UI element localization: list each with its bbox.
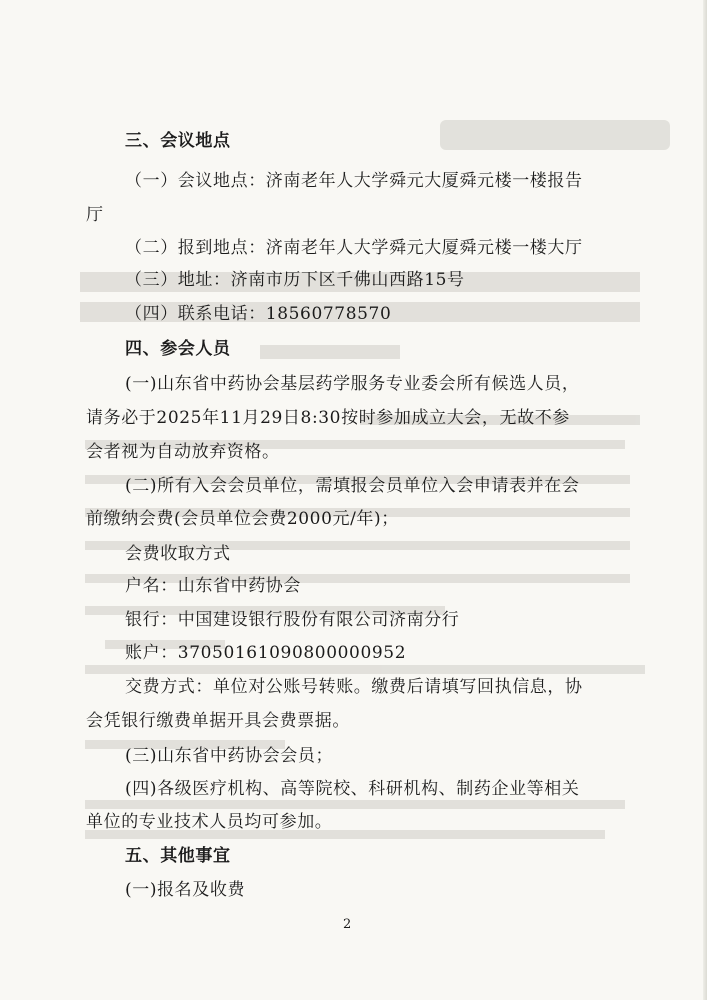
attendees-item-4: (四)各级医疗机构、高等院校、科研机构、制药企业等相关 [125,779,580,799]
attendees-item-1: (一)山东省中药协会基层药学服务专业委会所有候选人员， [125,374,580,394]
attendees-item-2-line-2: 前缴纳会费(会员单位会费2000元/年)； [86,509,399,529]
section-heading-attendees: 四、参会人员 [125,339,231,359]
attendees-item-1-line-2: 请务必于2025年11月29日8:30按时参加成立大会，无故不参 [86,408,570,428]
page-number: 2 [343,917,352,932]
account-name: 户名：山东省中药协会 [125,576,301,596]
venue-item-4: （四）联系电话：18560778570 [125,304,392,324]
bank-name: 银行：中国建设银行股份有限公司济南分行 [125,610,460,630]
section-heading-other: 五、其他事宜 [125,846,231,866]
payment-method-line-2: 会凭银行缴费单据开具会费票据。 [86,711,350,731]
page-edge [703,0,707,1000]
fee-method-heading: 会费收取方式 [125,544,231,564]
payment-method: 交费方式：单位对公账号转账。缴费后请填写回执信息，协 [125,677,583,697]
venue-item-1-continued: 厅 [86,205,104,225]
venue-item-1: （一）会议地点：济南老年人大学舜元大厦舜元楼一楼报告 [125,171,583,191]
venue-item-3: （三）地址：济南市历下区千佛山西路15号 [125,270,465,290]
section-heading-venue: 三、会议地点 [125,131,231,151]
account-number: 账户：37050161090800000952 [125,643,407,663]
attendees-item-1-line-3: 会者视为自动放弃资格。 [86,442,280,462]
attendees-item-3: (三)山东省中药协会会员； [125,746,334,766]
venue-item-2: （二）报到地点：济南老年人大学舜元大厦舜元楼一楼大厅 [125,238,583,258]
attendees-item-2: (二)所有入会会员单位，需填报会员单位入会申请表并在会 [125,476,580,496]
attendees-item-4-line-2: 单位的专业技术人员均可参加。 [86,812,333,832]
other-item-1: (一)报名及收费 [125,880,246,900]
